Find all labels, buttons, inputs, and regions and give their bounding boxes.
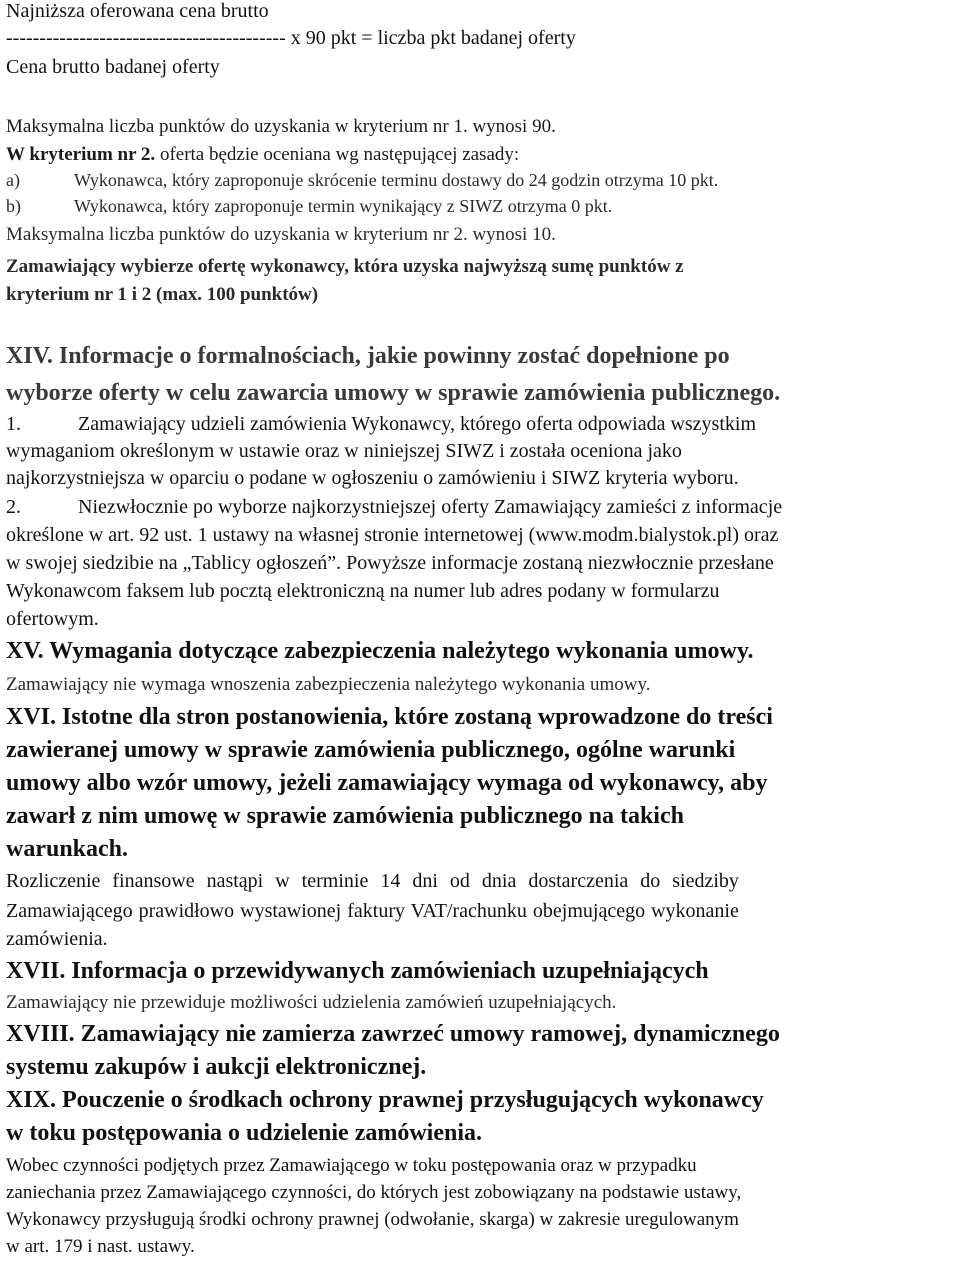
selection-rule-line-2: kryterium nr 1 i 2 (max. 100 punktów) bbox=[6, 284, 319, 305]
section-xiv-heading-line-1: XIV. Informacje o formalnościach, jakie powinny zostać dopełnione po bbox=[6, 343, 730, 369]
section-xvii-text: Zamawiający nie przewiduje możliwości udzielenia zamówień uzupełniających. bbox=[6, 992, 617, 1013]
criterion-2-option-b-label: b) bbox=[6, 196, 21, 216]
criterion-2-rest: oferta będzie oceniana wg następującej zasady: bbox=[155, 144, 520, 165]
section-xiv-point-1-line-3: najkorzystniejsza w oparciu o podane w ogłoszeniu o zamówieniu i SIWZ kryteria wyboru. bbox=[6, 467, 739, 489]
section-xvi-heading-line-5: warunkach. bbox=[6, 836, 129, 862]
formula-denominator: Cena brutto badanej oferty bbox=[6, 56, 220, 78]
section-xvi-heading-line-3: umowy albo wzór umowy, jeżeli zamawiający wymaga od wykonawcy, aby bbox=[6, 770, 768, 796]
section-xiv-point-2-line-1: Niezwłocznie po wyborze najkorzystniejszej oferty Zamawiający zamieści z informacje bbox=[78, 496, 783, 518]
section-xix-text-line-2: zaniechania przez Zamawiającego czynności, do których jest zobowiązany na podstawie ustawy, bbox=[6, 1182, 742, 1203]
section-xix-text-line-3: Wykonawcy przysługują środki ochrony prawnej (odwołanie, skarga) w zakresie uregulowanym bbox=[6, 1209, 739, 1230]
section-xix-text-line-1: Wobec czynności podjętych przez Zamawiającego w toku postępowania oraz w przypadku bbox=[6, 1155, 697, 1176]
section-xvi-heading-line-1: XVI. Istotne dla stron postanowienia, które zostaną wprowadzone do treści bbox=[6, 704, 773, 730]
formula-numerator: Najniższa oferowana cena brutto bbox=[6, 0, 269, 22]
section-xiv-point-2-line-5: ofertowym. bbox=[6, 608, 99, 630]
criterion-2-option-b-text: Wykonawca, który zaproponuje termin wynikający z SIWZ otrzyma 0 pkt. bbox=[74, 196, 613, 216]
criterion-2-option-a-text: Wykonawca, który zaproponuje skrócenie terminu dostawy do 24 godzin otrzyma 10 pkt. bbox=[74, 170, 719, 190]
criterion-2-option-a-label: a) bbox=[6, 170, 20, 190]
section-xix-heading-line-1: XIX. Pouczenie o środkach ochrony prawnej przysługujących wykonawcy bbox=[6, 1087, 764, 1113]
section-xiv-point-2-line-2: określone w art. 92 ust. 1 ustawy na własnej stronie internetowej (www.modm.bialystok.pl) oraz bbox=[6, 524, 779, 546]
section-xix-text-line-4: w art. 179 i nast. ustawy. bbox=[6, 1236, 195, 1257]
section-xiv-point-2-number: 2. bbox=[6, 496, 21, 518]
section-xv-heading: XV. Wymagania dotyczące zabezpieczenia należytego wykonania umowy. bbox=[6, 638, 754, 664]
section-xiv-point-1-line-2: wymaganiom określonym w ustawie oraz w niniejszej SIWZ i została oceniona jako bbox=[6, 440, 682, 462]
formula-fraction-line bbox=[6, 27, 576, 50]
section-xiv-heading-line-2: wyborze oferty w celu zawarcia umowy w sprawie zamówienia publicznego. bbox=[6, 380, 781, 406]
section-xvi-text-line-2: Zamawiającego prawidłowo wystawionej faktury VAT/rachunku obejmującego wykonanie bbox=[6, 900, 739, 922]
section-xviii-heading-line-1: XVIII. Zamawiający nie zamierza zawrzeć umowy ramowej, dynamicznego bbox=[6, 1021, 780, 1047]
section-xvii-heading: XVII. Informacja o przewidywanych zamówieniach uzupełniających bbox=[6, 958, 709, 984]
section-xvi-text-line-3: zamówienia. bbox=[6, 928, 108, 950]
section-xv-text: Zamawiający nie wymaga wnoszenia zabezpieczenia należytego wykonania umowy. bbox=[6, 674, 651, 695]
criterion-1-max: Maksymalna liczba punktów do uzyskania w kryterium nr 1. wynosi 90. bbox=[6, 116, 556, 137]
section-xvi-heading-line-4: zawarł z nim umowę w sprawie zamówienia publicznego na takich bbox=[6, 803, 684, 829]
formula-multiplier: x 90 pkt = liczba pkt badanej oferty bbox=[285, 27, 576, 49]
section-xix-heading-line-2: w toku postępowania o udzielenie zamówienia. bbox=[6, 1120, 483, 1146]
section-xiv-point-2-line-3: w swojej siedzibie na „Tablicy ogłoszeń”. Powyższe informacje zostaną niezwłocznie przesłane bbox=[6, 552, 774, 574]
section-xiv-point-1-number: 1. bbox=[6, 413, 21, 435]
formula-dashes: ------------------------------------------ bbox=[6, 27, 286, 49]
section-xvi-text-line-1: Rozliczenie finansowe nastąpi w terminie 14 dni od dnia dostarczenia do siedziby bbox=[6, 870, 739, 892]
section-xviii-heading-line-2: systemu zakupów i aukcji elektronicznej. bbox=[6, 1054, 427, 1080]
criterion-2-label: W kryterium nr 2. bbox=[6, 144, 156, 165]
section-xiv-point-2-line-4: Wykonawcom faksem lub pocztą elektroniczną na numer lub adres podany w formularzu bbox=[6, 580, 720, 602]
section-xiv-point-1-line-1: Zamawiający udzieli zamówienia Wykonawcy, którego oferta odpowiada wszystkim bbox=[78, 413, 757, 435]
selection-rule-line-1: Zamawiający wybierze ofertę wykonawcy, która uzyska najwyższą sumę punktów z bbox=[6, 256, 684, 277]
section-xvi-heading-line-2: zawieranej umowy w sprawie zamówienia publicznego, ogólne warunki bbox=[6, 737, 736, 763]
criterion-2-rule bbox=[6, 144, 519, 166]
criterion-2-max: Maksymalna liczba punktów do uzyskania w kryterium nr 2. wynosi 10. bbox=[6, 224, 556, 245]
